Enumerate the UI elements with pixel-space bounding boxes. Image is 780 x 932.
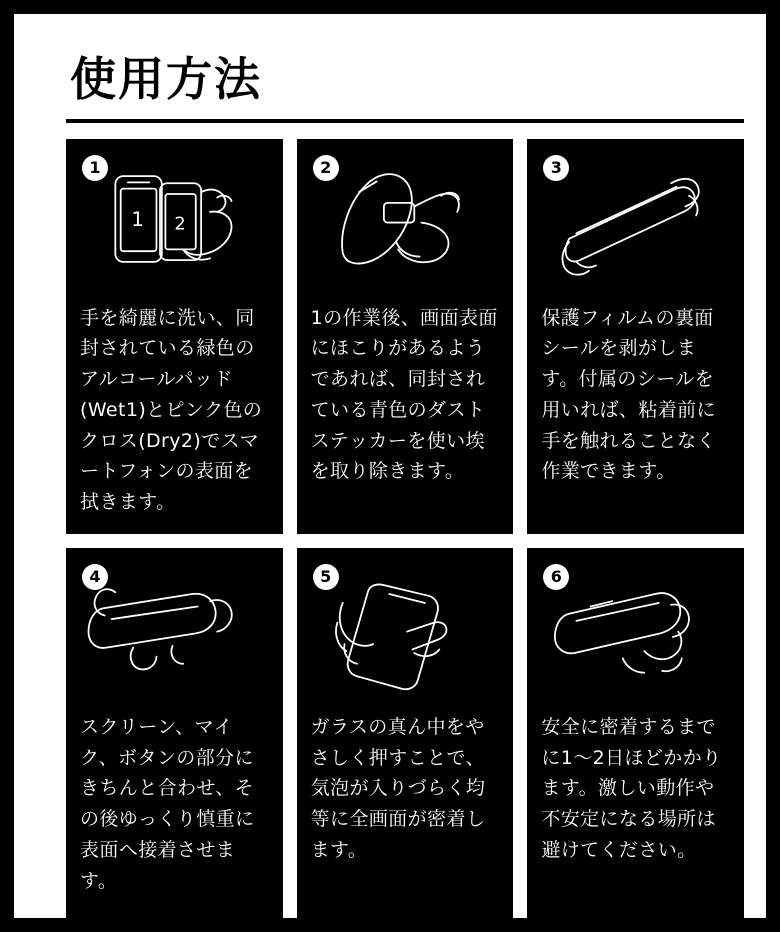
step-number-badge-6: 6 <box>543 564 569 590</box>
step-number-badge-5: 5 <box>313 564 339 590</box>
step-illustration-5 <box>307 558 504 698</box>
step-number-badge-4: 4 <box>82 564 108 590</box>
svg-text:1: 1 <box>131 207 144 231</box>
step-card-1 <box>66 139 283 534</box>
step-card-5 <box>297 548 514 918</box>
step-caption-1: 手を綺麗に洗い、同封されている緑色のアルコールパッド(Wet1)とピンク色のクロス(Dry2)でスマートフォンの表面を拭きます。 <box>80 306 263 514</box>
title-divider <box>66 119 744 123</box>
step-number-badge-2: 2 <box>313 155 339 181</box>
step-caption-5: ガラスの真ん中をやさしく押すことで、気泡が入りづらく均等に全画面が密着します。 <box>310 715 486 862</box>
step-illustration-3 <box>537 149 734 289</box>
page-title: 使用方法 <box>70 52 262 106</box>
step-card-6 <box>527 548 744 918</box>
page-content <box>28 28 780 932</box>
steps-grid <box>66 139 744 918</box>
step-caption-2: 1の作業後、画面表面にほこりがあるようであれば、同封されている青色のダストステッカーを使い埃を取り除きます。 <box>310 306 498 483</box>
step-card-4 <box>66 548 283 918</box>
step-number-badge-1: 1 <box>82 155 108 181</box>
step-caption-4: スクリーン、マイク、ボタンの部分にきちんと合わせ、その後ゆっくり慎重に表面へ接着させます。 <box>80 715 255 892</box>
step-illustration-1 <box>76 149 273 289</box>
step-caption-3: 保護フィルムの裏面シールを剥がします。付属のシールを用いれば、粘着前に手を触れることなく作業できます。 <box>541 306 716 483</box>
step-caption-6: 安全に密着するまでに1〜2日ほどかかります。激しい動作や不安定になる場所は避けてください。 <box>541 715 722 862</box>
step-illustration-2 <box>307 149 504 289</box>
step-illustration-6 <box>537 558 734 698</box>
step-card-2 <box>297 139 514 534</box>
step-card-3 <box>527 139 744 534</box>
svg-text:2: 2 <box>174 213 186 235</box>
step-number-badge-3: 3 <box>543 155 569 181</box>
step-illustration-4 <box>76 558 273 698</box>
